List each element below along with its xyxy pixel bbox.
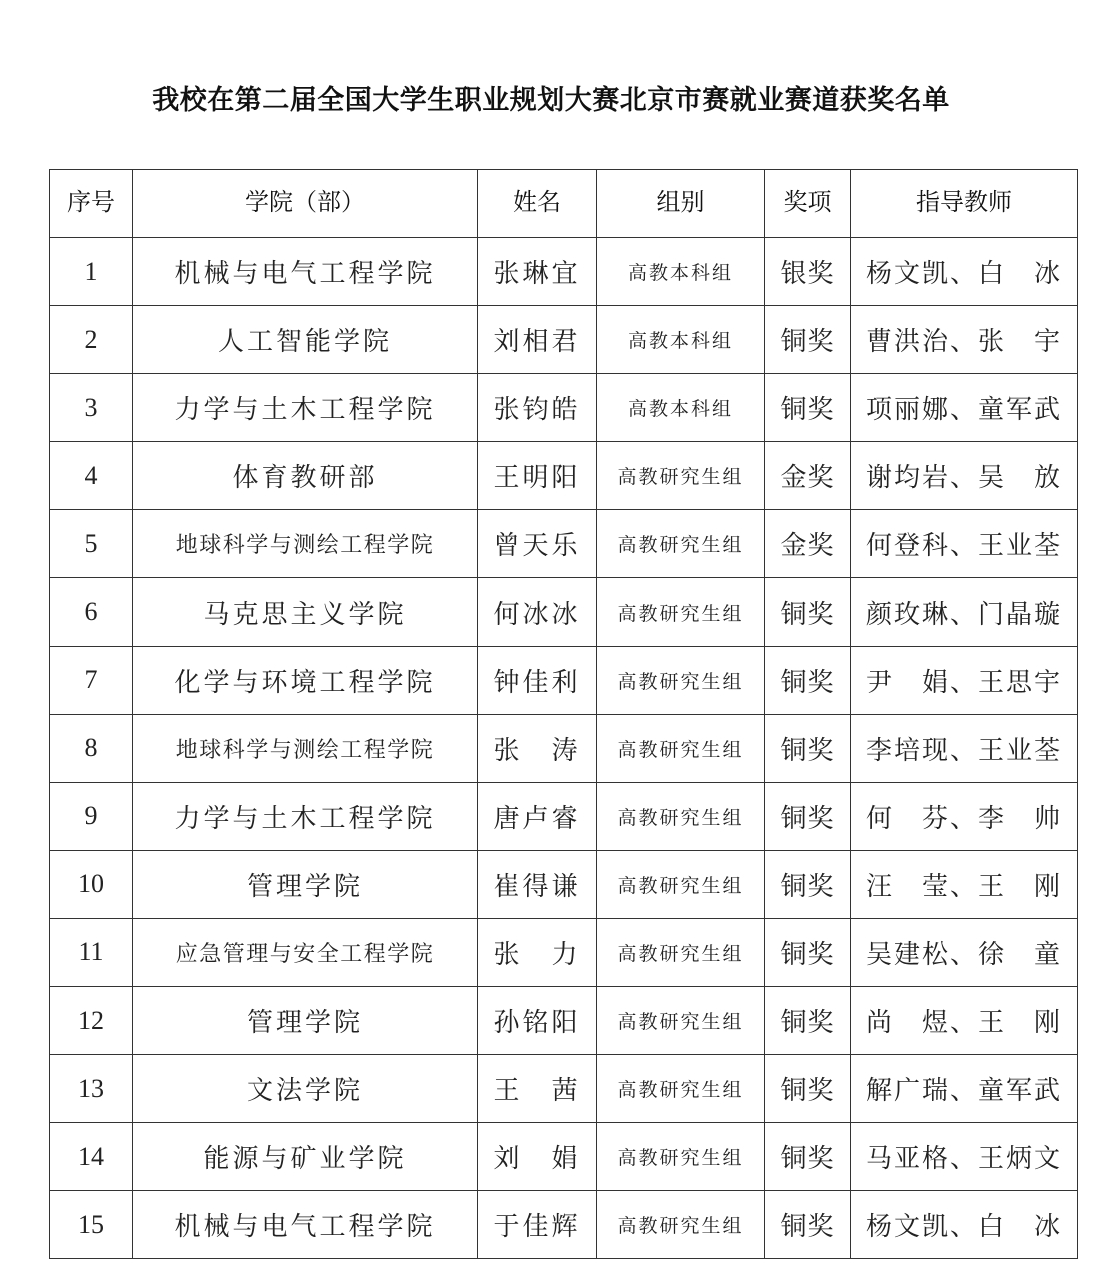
cell-no: 1: [50, 238, 133, 306]
cell-name: 王明阳: [478, 442, 597, 510]
cell-group: 高教研究生组: [597, 442, 765, 510]
cell-name: 王 茜: [478, 1055, 597, 1123]
cell-award: 铜奖: [765, 578, 851, 646]
cell-award: 铜奖: [765, 782, 851, 850]
cell-name: 钟佳利: [478, 646, 597, 714]
table-row: [50, 374, 1078, 442]
cell-name: 曾天乐: [478, 510, 597, 578]
table-row: [50, 850, 1078, 918]
cell-name: 何冰冰: [478, 578, 597, 646]
cell-teachers: 谢均岩、吴 放: [851, 442, 1078, 510]
table-row: [50, 238, 1078, 306]
cell-college: 能源与矿业学院: [133, 1123, 478, 1191]
table-row: [50, 1191, 1078, 1259]
header-award: 奖项: [765, 170, 851, 238]
cell-award: 铜奖: [765, 1191, 851, 1259]
cell-name: 崔得谦: [478, 850, 597, 918]
cell-college: 管理学院: [133, 850, 478, 918]
cell-teachers: 李培现、王业荃: [851, 714, 1078, 782]
cell-college: 人工智能学院: [133, 306, 478, 374]
cell-name: 唐卢睿: [478, 782, 597, 850]
cell-award: 铜奖: [765, 1055, 851, 1123]
cell-college: 机械与电气工程学院: [133, 1191, 478, 1259]
cell-no: 6: [50, 578, 133, 646]
table-row: [50, 1055, 1078, 1123]
cell-award: 银奖: [765, 238, 851, 306]
cell-no: 10: [50, 850, 133, 918]
award-table: [49, 169, 1078, 1259]
cell-name: 孙铭阳: [478, 987, 597, 1055]
cell-group: 高教研究生组: [597, 578, 765, 646]
cell-name: 刘 娟: [478, 1123, 597, 1191]
table-row: [50, 510, 1078, 578]
cell-group: 高教研究生组: [597, 1123, 765, 1191]
cell-award: 铜奖: [765, 850, 851, 918]
table-row: [50, 918, 1078, 986]
cell-teachers: 何 芬、李 帅: [851, 782, 1078, 850]
cell-award: 铜奖: [765, 987, 851, 1055]
cell-group: 高教研究生组: [597, 1055, 765, 1123]
table-header-row: [50, 170, 1078, 238]
cell-college: 力学与土木工程学院: [133, 782, 478, 850]
cell-no: 13: [50, 1055, 133, 1123]
table-row: [50, 1123, 1078, 1191]
cell-college: 管理学院: [133, 987, 478, 1055]
cell-group: 高教本科组: [597, 306, 765, 374]
cell-college: 力学与土木工程学院: [133, 374, 478, 442]
cell-teachers: 杨文凯、白 冰: [851, 1191, 1078, 1259]
cell-award: 铜奖: [765, 374, 851, 442]
cell-college: 地球科学与测绘工程学院: [133, 714, 478, 782]
document-title: 我校在第二届全国大学生职业规划大赛北京市赛就业赛道获奖名单: [152, 85, 950, 116]
cell-no: 7: [50, 646, 133, 714]
cell-name: 张 力: [478, 918, 597, 986]
cell-no: 14: [50, 1123, 133, 1191]
cell-teachers: 解广瑞、童军武: [851, 1055, 1078, 1123]
cell-group: 高教研究生组: [597, 782, 765, 850]
header-group: 组别: [597, 170, 765, 238]
cell-teachers: 尚 煜、王 刚: [851, 987, 1078, 1055]
cell-teachers: 曹洪治、张 宇: [851, 306, 1078, 374]
cell-no: 12: [50, 987, 133, 1055]
cell-group: 高教研究生组: [597, 714, 765, 782]
cell-teachers: 杨文凯、白 冰: [851, 238, 1078, 306]
cell-teachers: 马亚格、王炳文: [851, 1123, 1078, 1191]
cell-group: 高教研究生组: [597, 646, 765, 714]
header-teachers: 指导教师: [851, 170, 1078, 238]
table-row: [50, 442, 1078, 510]
cell-teachers: 何登科、王业荃: [851, 510, 1078, 578]
cell-no: 5: [50, 510, 133, 578]
cell-no: 9: [50, 782, 133, 850]
cell-award: 铜奖: [765, 646, 851, 714]
table-row: [50, 306, 1078, 374]
cell-award: 铜奖: [765, 918, 851, 986]
header-college: 学院（部）: [133, 170, 478, 238]
cell-award: 金奖: [765, 442, 851, 510]
cell-group: 高教本科组: [597, 238, 765, 306]
cell-award: 铜奖: [765, 306, 851, 374]
cell-group: 高教研究生组: [597, 987, 765, 1055]
header-name: 姓名: [478, 170, 597, 238]
cell-teachers: 吴建松、徐 童: [851, 918, 1078, 986]
cell-group: 高教研究生组: [597, 510, 765, 578]
cell-college: 机械与电气工程学院: [133, 238, 478, 306]
cell-no: 2: [50, 306, 133, 374]
cell-group: 高教本科组: [597, 374, 765, 442]
cell-name: 张钧皓: [478, 374, 597, 442]
cell-teachers: 项丽娜、童军武: [851, 374, 1078, 442]
cell-group: 高教研究生组: [597, 1191, 765, 1259]
cell-teachers: 颜玫琳、门晶璇: [851, 578, 1078, 646]
cell-no: 11: [50, 918, 133, 986]
table-row: [50, 646, 1078, 714]
header-no: 序号: [50, 170, 133, 238]
table-row: [50, 578, 1078, 646]
cell-group: 高教研究生组: [597, 850, 765, 918]
cell-college: 马克思主义学院: [133, 578, 478, 646]
cell-no: 4: [50, 442, 133, 510]
cell-no: 15: [50, 1191, 133, 1259]
table-body: [50, 238, 1078, 1259]
cell-name: 刘相君: [478, 306, 597, 374]
cell-no: 3: [50, 374, 133, 442]
cell-college: 体育教研部: [133, 442, 478, 510]
table-row: [50, 714, 1078, 782]
cell-award: 铜奖: [765, 1123, 851, 1191]
cell-award: 金奖: [765, 510, 851, 578]
cell-name: 张琳宜: [478, 238, 597, 306]
cell-college: 地球科学与测绘工程学院: [133, 510, 478, 578]
cell-teachers: 尹 娟、王思宇: [851, 646, 1078, 714]
cell-group: 高教研究生组: [597, 918, 765, 986]
cell-college: 化学与环境工程学院: [133, 646, 478, 714]
table-row: [50, 987, 1078, 1055]
cell-award: 铜奖: [765, 714, 851, 782]
cell-name: 张 涛: [478, 714, 597, 782]
table-row: [50, 782, 1078, 850]
cell-college: 文法学院: [133, 1055, 478, 1123]
cell-college: 应急管理与安全工程学院: [133, 918, 478, 986]
cell-name: 于佳辉: [478, 1191, 597, 1259]
cell-no: 8: [50, 714, 133, 782]
cell-teachers: 汪 莹、王 刚: [851, 850, 1078, 918]
